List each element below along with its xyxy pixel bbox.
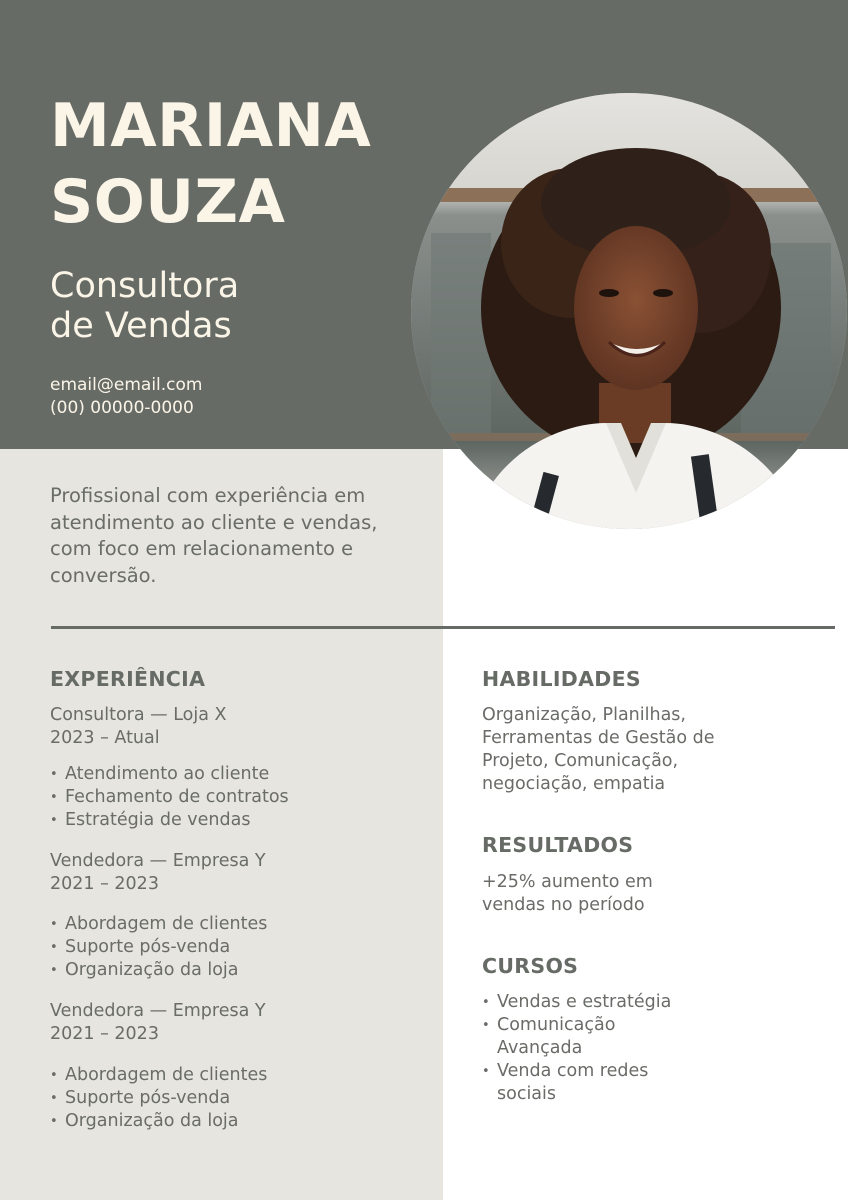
skills-line: Ferramentas de Gestão de: [482, 728, 715, 748]
list-item: • Organização da loja: [50, 1110, 267, 1133]
job-role: Vendedora — Empresa Y: [50, 851, 266, 871]
job-period: 2023 – Atual: [50, 728, 160, 748]
name-line-1: MARIANA: [50, 91, 372, 161]
list-item: • Atendimento ao cliente: [50, 763, 289, 786]
results-heading: RESULTADOS: [482, 833, 634, 857]
results-line: +25% aumento em: [482, 872, 653, 892]
job-2-header: [50, 850, 266, 896]
summary-line: conversão.: [50, 563, 157, 587]
list-item: • Abordagem de clientes: [50, 1064, 267, 1087]
skills-line: negociação, empatia: [482, 774, 666, 794]
list-item: • Venda com redes sociais: [482, 1060, 671, 1106]
section-divider: [51, 626, 835, 629]
list-item: • Fechamento de contratos: [50, 786, 289, 809]
list-item: • Organização da loja: [50, 959, 267, 982]
job-role: Vendedora — Empresa Y: [50, 1001, 266, 1021]
courses-list: [482, 991, 671, 1106]
job-title-line-2: de Vendas: [50, 306, 232, 346]
job-2-bullets: [50, 913, 267, 982]
job-title-line-1: Consultora: [50, 266, 240, 306]
job-role: Consultora — Loja X: [50, 705, 227, 725]
job-title: [50, 266, 239, 346]
phone-text: (00) 00000-0000: [50, 398, 194, 418]
experience-heading: EXPERIÊNCIA: [50, 667, 206, 691]
skills-text: [482, 704, 714, 796]
job-3-header: [50, 1000, 266, 1046]
job-3-bullets: [50, 1064, 267, 1133]
summary-line: com foco em relacionamento e: [50, 537, 354, 560]
results-text: [482, 871, 653, 917]
summary-line: Profissional com experiência em: [50, 484, 366, 507]
list-item: • Abordagem de clientes: [50, 913, 267, 936]
job-1-header: [50, 704, 227, 750]
job-1-bullets: [50, 763, 289, 832]
profile-photo: [411, 93, 847, 529]
job-period: 2021 – 2023: [50, 874, 159, 894]
list-item: • Suporte pós-venda: [50, 936, 267, 959]
job-period: 2021 – 2023: [50, 1024, 159, 1044]
profile-summary: [50, 483, 410, 589]
courses-heading: CURSOS: [482, 954, 579, 978]
results-line: vendas no período: [482, 895, 645, 915]
skills-line: Projeto, Comunicação,: [482, 751, 679, 771]
list-item: • Vendas e estratégia: [482, 991, 671, 1014]
skills-heading: HABILIDADES: [482, 667, 641, 691]
candidate-name: [50, 88, 371, 240]
list-item: • Comunicação Avançada: [482, 1014, 671, 1060]
list-item: • Estratégia de vendas: [50, 809, 289, 832]
summary-line: atendimento ao cliente e vendas,: [50, 510, 378, 534]
name-line-2: SOUZA: [50, 167, 286, 237]
email-text: email@email.com: [50, 375, 203, 395]
skills-line: Organização, Planilhas,: [482, 705, 686, 725]
list-item: • Suporte pós-venda: [50, 1087, 267, 1110]
contact-info: [50, 374, 202, 420]
